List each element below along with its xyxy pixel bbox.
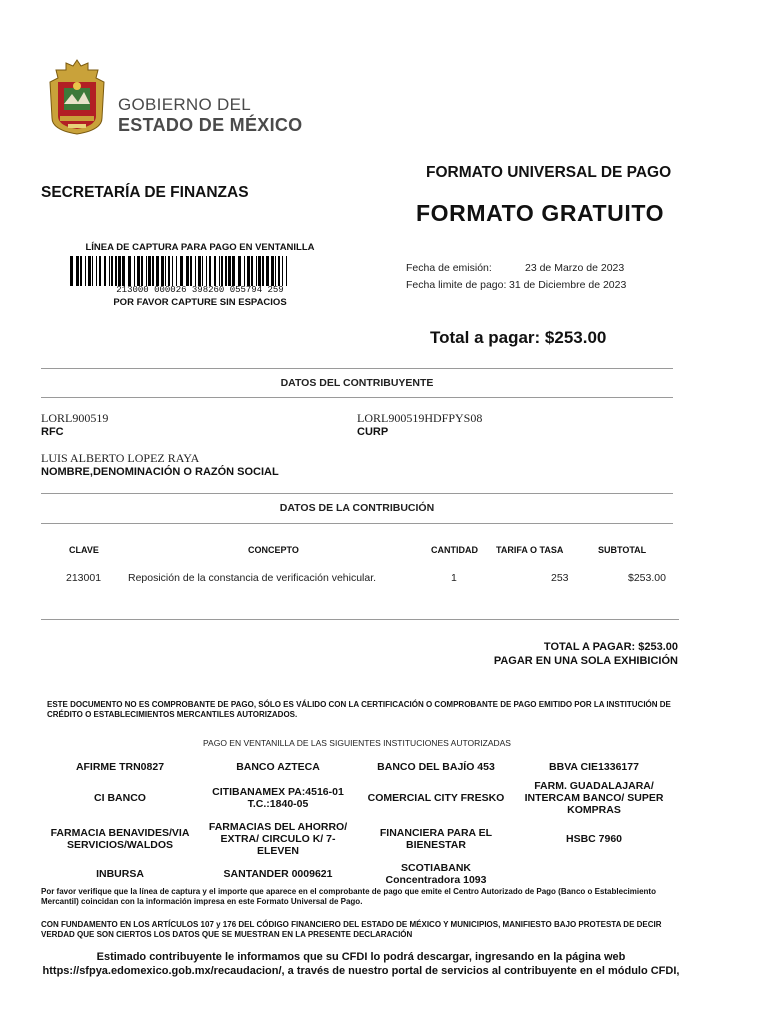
- banks-grid: [41, 756, 673, 888]
- fundamento-text: CON FUNDAMENTO EN LOS ARTÍCULOS 107 y 176 DEL CÓDIGO FINANCIERO DEL ESTADO DE MÉXICO Y MUNICIPIOS, MANIFIESTO BAJO PROTESTA DE DECIR VERDAD QUE SON CIERTOS LOS DATOS QUE SE MUESTRAN EN LA PRESENTE DECLARACIÓN: [41, 920, 662, 939]
- cfdi-notice-line1: Estimado contribuyente le informamos que su CFDI lo podrá descargar, ingresando en la página web: [96, 951, 626, 963]
- divider: [41, 493, 673, 494]
- formato-universal-title: FORMATO UNIVERSAL DE PAGO: [426, 164, 672, 181]
- bank-item: COMERCIAL CITY FRESKO: [367, 792, 505, 804]
- capture-note: POR FAVOR CAPTURE SIN ESPACIOS: [113, 297, 287, 308]
- row-cantidad: 1: [451, 572, 457, 584]
- bank-item: BBVA CIE1336177: [549, 761, 639, 773]
- contribucion-section-title: DATOS DE LA CONTRIBUCIÓN: [279, 502, 435, 514]
- contribuyente-section-title: DATOS DEL CONTRIBUYENTE: [280, 377, 434, 389]
- divider: [41, 619, 679, 620]
- bank-item: HSBC 7960: [565, 833, 623, 845]
- row-subtotal: $253.00: [628, 572, 666, 584]
- divider: [41, 523, 673, 524]
- total-a-pagar-footer: TOTAL A PAGAR: $253.00: [543, 641, 678, 653]
- col-header-cantidad: CANTIDAD: [431, 545, 478, 555]
- estado-de-mexico-text: ESTADO DE MÉXICO: [118, 115, 303, 135]
- bank-item: BANCO DEL BAJÍO 453: [377, 761, 495, 773]
- barcode-number: 213000 000026 398260 055794 259: [116, 285, 284, 295]
- disclaimer-text: ESTE DOCUMENTO NO ES COMPROBANTE DE PAGO, SÓLO ES VÁLIDO CON LA CERTIFICACIÓN O COMPROBANTE DE PAGO EMITIDO POR LA INSTITUCIÓN DE CRÉDITO O ESTABLECIMIENTOS MERCANTILES AUTORIZADOS.: [47, 700, 671, 719]
- divider: [41, 368, 673, 369]
- row-clave: 213001: [66, 572, 102, 584]
- nombre-value: LUIS ALBERTO LOPEZ RAYA: [41, 451, 200, 465]
- fecha-emision-label: Fecha de emisión:: [406, 262, 492, 274]
- fecha-limite-value: 31 de Diciembre de 2023: [509, 279, 627, 291]
- sola-exhibicion-note: PAGAR EN UNA SOLA EXHIBICIÓN: [493, 655, 678, 667]
- secretaria-title: SECRETARÍA DE FINANZAS: [41, 184, 249, 201]
- row-concepto: Reposición de la constancia de verificación vehicular.: [128, 572, 377, 584]
- bank-item: FARM. GUADALAJARA/ INTERCAM BANCO/ SUPER KOMPRAS: [524, 780, 664, 816]
- bank-item: CITIBANAMEX PA:4516-01 T.C.:1840-05: [212, 786, 344, 810]
- linea-captura-title: LÍNEA DE CAPTURA PARA PAGO EN VENTANILLA: [85, 242, 315, 253]
- divider: [41, 397, 673, 398]
- nombre-label: NOMBRE,DENOMINACIÓN O RAZÓN SOCIAL: [41, 466, 279, 478]
- bank-item: SANTANDER 0009621: [223, 868, 333, 880]
- bank-item: INBURSA: [96, 868, 144, 880]
- verification-text: Por favor verifique que la línea de captura y el importe que aparece en el comprobante de pago que emite el Centro Autorizado de Pago (Banco o Establecimiento Mercantil) coincidan con la información impresa en este Formato Universal de Pago.: [41, 887, 656, 906]
- rfc-label: RFC: [41, 426, 64, 438]
- estado-de-mexico-seal-logo: [48, 58, 106, 136]
- col-header-subtotal: SUBTOTAL: [598, 545, 647, 555]
- bank-item: FARMACIA BENAVIDES/VIA SERVICIOS/WALDOS: [50, 827, 190, 851]
- curp-label: CURP: [357, 426, 389, 438]
- bank-item: AFIRME TRN0827: [75, 761, 165, 773]
- col-header-clave: CLAVE: [69, 545, 99, 555]
- bank-item: FARMACIAS DEL AHORRO/ EXTRA/ CIRCULO K/ 7-ELEVEN: [208, 821, 348, 857]
- rfc-value: LORL900519: [41, 411, 109, 425]
- banks-title: PAGO EN VENTANILLA DE LAS SIGUIENTES INSTITUCIONES AUTORIZADAS: [203, 738, 511, 748]
- bank-item: [515, 860, 673, 888]
- barcode-image: [70, 256, 340, 286]
- fecha-limite-label: Fecha limite de pago:: [406, 279, 507, 291]
- bank-item: SCOTIABANK Concentradora 1093: [385, 862, 487, 886]
- bank-item: BANCO AZTECA: [236, 761, 320, 773]
- bank-item: CI BANCO: [94, 792, 146, 804]
- curp-value: LORL900519HDFPYS08: [357, 411, 483, 425]
- formato-gratuito-title: FORMATO GRATUITO: [416, 200, 665, 226]
- fecha-emision-value: 23 de Marzo de 2023: [525, 262, 625, 274]
- gobierno-del-text: GOBIERNO DEL: [118, 95, 252, 114]
- col-header-tarifa: TARIFA O TASA: [496, 545, 564, 555]
- col-header-concepto: CONCEPTO: [248, 545, 299, 555]
- bank-item: FINANCIERA PARA EL BIENESTAR: [379, 827, 493, 851]
- total-a-pagar-header: Total a pagar: $253.00: [430, 328, 607, 347]
- cfdi-notice-line2: https://sfpya.edomexico.gob.mx/recaudacion/, a través de nuestro portal de servicios al contribuyente en el módulo CFDI,: [42, 965, 680, 977]
- row-tarifa: 253: [551, 572, 569, 584]
